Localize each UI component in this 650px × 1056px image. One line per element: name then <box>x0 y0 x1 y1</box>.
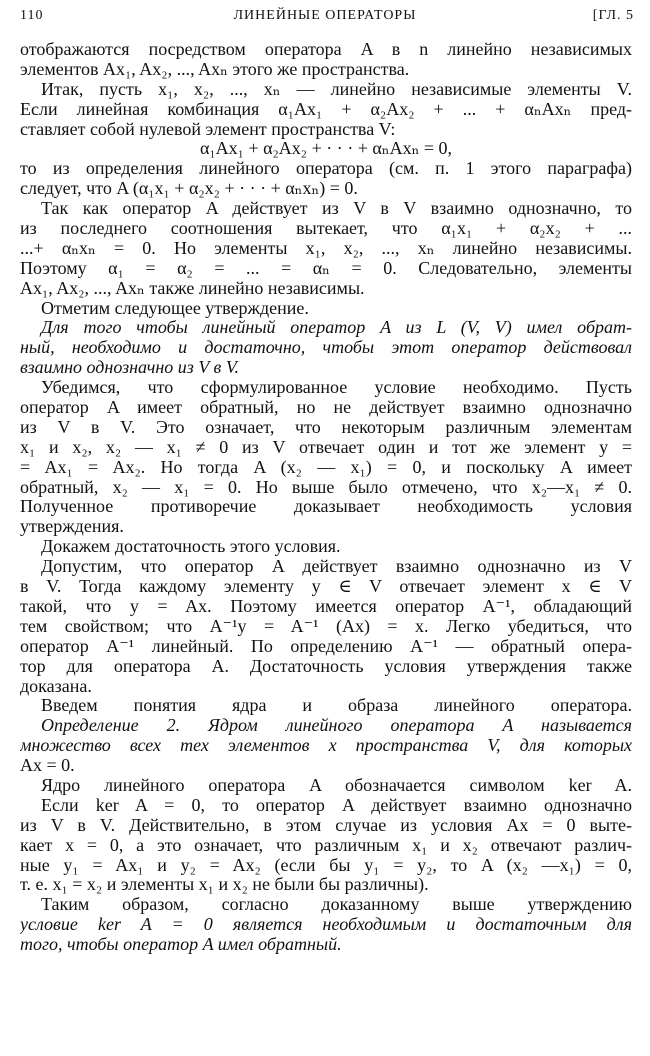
text-line: в V. Тогда каждому элементу y ∈ V отвечает элемент x ∈ V <box>20 577 632 597</box>
text-line: отображаются посредством оператора A в n линейно независимых <box>20 40 632 59</box>
text-line: Таким образом, согласно доказанному выше утверждению <box>41 895 632 915</box>
text-line: Если ker A = 0, то оператор A действует взаимно однозначно <box>41 795 632 815</box>
text-line: α₁Ax₁ + α₂Ax₂ + · · · + αₙAxₙ = 0, <box>199 139 453 159</box>
text-line: оператор A⁻¹ линейный. По определению A⁻¹ — обратный опера- <box>20 636 632 656</box>
chapter-label: [ГЛ. 5 <box>592 8 634 23</box>
text-line: такой, что y = Ax. Поэтому имеется оператор A⁻¹, обладающий <box>20 596 632 616</box>
text-line: доказана. <box>20 676 92 696</box>
text-line: = Ax₁ = Ax₂. Но тогда A (x₂ — x₁) = 0, и поскольку A имеет <box>20 457 632 477</box>
text-line: Определение 2. Ядром линейного оператора A называется <box>41 716 632 736</box>
text-line: множество всех тех элементов x пространства V, для которых <box>20 736 632 756</box>
text-line: кает x = 0, а это означает, что различным x₁ и x₂ отвечают различ- <box>20 835 632 855</box>
text-body <box>20 40 632 955</box>
text-line: Полученное противоречие доказывает необходимость условия <box>20 497 632 517</box>
running-header <box>0 8 650 30</box>
text-line: то из определения линейного оператора (см. п. 1 этого параграфа) <box>20 159 632 179</box>
text-line: ставляет собой нулевой элемент пространства V: <box>20 119 396 139</box>
text-line: т. е. x₁ = x₂ и элементы x₁ и x₂ не были бы различны). <box>20 875 429 895</box>
text-line: ный, необходимо и достаточно, чтобы этот оператор действовал <box>20 338 632 358</box>
text-line: Так как оператор A действует из V в V взаимно однозначно, то <box>41 199 632 219</box>
text-line: условие ker A = 0 является необходимым и достаточным для <box>20 915 632 935</box>
text-line: обратный, x₂ — x₁ = 0. Но выше было отмечено, что x₂—x₁ ≠ 0. <box>20 477 632 497</box>
text-line: Отметим следующее утверждение. <box>41 298 309 318</box>
text-line: ...+ αₙxₙ = 0. Но элементы x₁, x₂, ..., xₙ линейно независимы. <box>20 238 632 258</box>
text-line: Если линейная комбинация α₁Ax₁ + α₂Ax₂ + ... + αₙAxₙ пред- <box>20 99 632 119</box>
text-line: взаимно однозначно из V в V. <box>20 358 239 378</box>
text-line: Докажем достаточность этого условия. <box>41 537 341 557</box>
text-line: x₁ и x₂, x₂ — x₁ ≠ 0 из V отвечает один и тот же элемент y = <box>20 437 632 457</box>
text-line: Допустим, что оператор A действует взаимно однозначно из V <box>41 557 632 577</box>
text-line: Поэтому α₁ = α₂ = ... = αₙ = 0. Следовательно, элементы <box>20 258 632 278</box>
text-line: ные y₁ = Ax₁ и y₂ = Ax₂ (если бы y₁ = y₂, то A (x₂ —x₁) = 0, <box>20 855 632 875</box>
text-line: элементов Ax₁, Ax₂, ..., Axₙ этого же пространства. <box>20 59 410 79</box>
text-line: из V в V. Действительно, в этом случае из условия Ax = 0 выте- <box>20 815 632 835</box>
text-line: Итак, пусть x₁, x₂, ..., xₙ — линейно независимые элементы V. <box>41 79 632 99</box>
running-title: ЛИНЕЙНЫЕ ОПЕРАТОРЫ <box>233 8 417 23</box>
text-line: из V в V. Это означает, что некоторым различным элементам <box>20 417 632 437</box>
text-line: Ax₁, Ax₂, ..., Axₙ также линейно независимы. <box>20 278 365 298</box>
text-line: тем свойством; что A⁻¹y = A⁻¹ (Ax) = x. Легко убедиться, что <box>20 616 632 636</box>
page-number: 110 <box>20 8 44 23</box>
text-line: из последнего соотношения вытекает, что α₁x₁ + α₂x₂ + ... <box>20 219 632 239</box>
text-line: утверждения. <box>20 517 124 537</box>
text-line: Ядро линейного оператора A обозначается символом ker A. <box>41 775 632 795</box>
text-line: Для того чтобы линейный оператор A из L (V, V) имел обрат- <box>41 318 632 338</box>
text-line: Убедимся, что сформулированное условие необходимо. Пусть <box>41 378 632 398</box>
text-line: тор для оператора A. Достаточность условия утверждения также <box>20 656 632 676</box>
text-line: Введем понятия ядра и образа линейного оператора. <box>41 696 632 716</box>
text-line: Ax = 0. <box>20 756 75 776</box>
text-line: оператор A имеет обратный, но не действует взаимно однозначно <box>20 398 632 418</box>
text-line: следует, что A (α₁x₁ + α₂x₂ + · · · + αₙxₙ) = 0. <box>20 179 358 199</box>
text-line: того, чтобы оператор A имел обратный. <box>20 935 342 955</box>
